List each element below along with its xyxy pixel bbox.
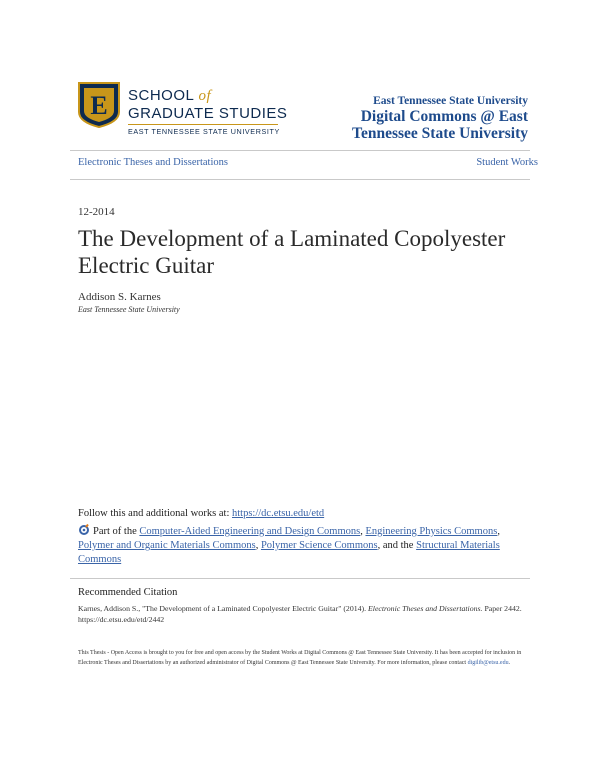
header-divider-bottom	[70, 179, 530, 180]
repository-name-line1[interactable]: Digital Commons @ East	[360, 108, 528, 125]
follow-url-link[interactable]: https://dc.etsu.edu/etd	[232, 508, 325, 519]
open-access-icon	[78, 523, 90, 535]
logo-school-line	[128, 87, 211, 105]
paper-title: The Development of a Laminated Copolyester Electric Guitar	[78, 226, 506, 278]
author-name: Addison S. Karnes	[78, 291, 161, 303]
badge-letter: E	[90, 91, 108, 120]
citation-heading: Recommended Citation	[78, 587, 178, 598]
contact-email-link[interactable]: digilib@etsu.edu	[467, 660, 509, 666]
institution-block	[352, 94, 528, 142]
logo-divider	[128, 124, 278, 125]
separator: ,	[360, 526, 363, 537]
discipline-link-structural-materials[interactable]: Structural Materials Commons	[78, 540, 500, 565]
breadcrumb-student-works-link[interactable]: Student Works	[476, 157, 538, 168]
follow-prefix: Follow this and additional works at:	[78, 508, 230, 519]
access-notice	[78, 648, 528, 668]
citation-divider	[70, 578, 530, 579]
notice-end: .	[508, 660, 511, 666]
breadcrumb-collection-link[interactable]: Electronic Theses and Dissertations	[78, 157, 228, 168]
shield-badge-icon	[78, 82, 120, 128]
citation-end: Paper 2442. https://dc.etsu.edu/etd/2442	[78, 604, 522, 624]
discipline-link-polymer-science[interactable]: Polymer Science Commons	[260, 540, 378, 551]
logo-of-text: of	[198, 88, 212, 104]
discipline-link-engineering-physics[interactable]: Engineering Physics Commons	[365, 526, 498, 537]
follow-line	[78, 508, 324, 519]
repository-name-line2[interactable]: Tennessee State University	[352, 125, 528, 142]
part-of-prefix: Part of the	[93, 526, 137, 537]
header-divider-top	[70, 150, 530, 151]
citation-series: Electronic Theses and Dissertations.	[368, 604, 483, 613]
citation-main: Karnes, Addison S., "The Development of a Laminated Copolyester Electric Guitar" (2014).	[78, 604, 367, 613]
graduate-school-logo[interactable]	[78, 82, 288, 140]
separator: ,	[255, 540, 259, 551]
logo-school-text: SCHOOL	[128, 87, 194, 104]
logo-university-line: EAST TENNESSEE STATE UNIVERSITY	[128, 127, 280, 136]
discipline-link-polymer-organic[interactable]: Polymer and Organic Materials Commons	[78, 540, 256, 551]
notice-text: This Thesis - Open Access is brought to you for free and open access by the Student Works at Digital Commons @ East Tennessee State University. It has been accepted for inclusion in Electronic Theses and Dissertations by an authorized administrator of Digital Commons @ East Tennessee State University. For more information, please contact	[78, 650, 522, 666]
author-affiliation: East Tennessee State University	[78, 305, 180, 314]
citation-text	[78, 603, 528, 625]
publication-date: 12-2014	[78, 206, 115, 218]
logo-graduate-studies: GRADUATE STUDIES	[128, 105, 288, 122]
separator: , and the	[377, 540, 414, 551]
part-of-disciplines	[78, 523, 528, 567]
discipline-link-computer-aided[interactable]: Computer-Aided Engineering and Design Commons	[139, 526, 361, 537]
institution-name[interactable]: East Tennessee State University	[373, 95, 528, 107]
separator: ,	[497, 526, 500, 537]
